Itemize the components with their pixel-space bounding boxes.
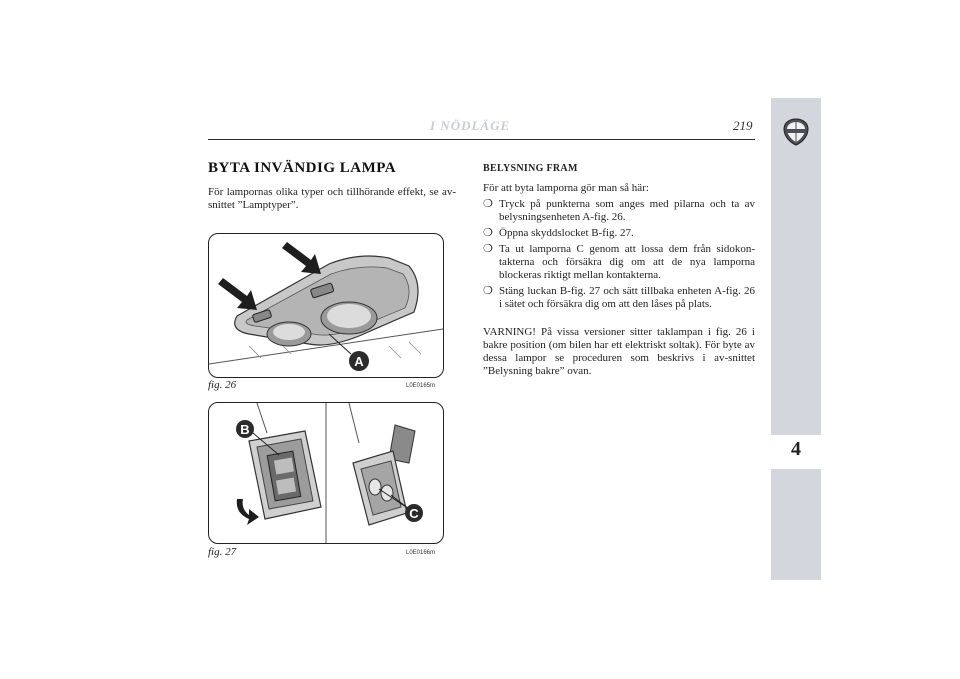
- fig27-code: L0E0166m: [406, 550, 436, 556]
- subheading: BELYSNING FRAM: [483, 163, 578, 174]
- list-item: ❍ Öppna skyddslocket B-fig. 27.: [483, 227, 634, 239]
- chapter-number: 4: [791, 438, 801, 460]
- figure-27: [208, 402, 444, 544]
- lamp-unit-illustration: [209, 403, 443, 543]
- fig27-caption: fig. 27: [208, 546, 237, 558]
- bullet-circle-icon: ❍: [483, 198, 493, 210]
- figure-26: [208, 233, 444, 378]
- callout-a: A: [354, 354, 364, 369]
- instruction-list: [483, 198, 755, 314]
- header-rule: [208, 139, 755, 140]
- chapter-sidebar: [771, 98, 821, 580]
- list-item: ❍ Ta ut lamporna C genom att lossa dem från sidokon-takterna och försäkra dig om att de nya lamporna blockeras riktigt mellan kontakterna.: [483, 243, 755, 281]
- instructions-intro: För att byta lamporna gör man så här:: [483, 182, 649, 194]
- open-arrow-icon: [237, 499, 259, 525]
- bullet-circle-icon: ❍: [483, 227, 493, 239]
- list-item: ❍ Tryck på punkterna som anges med pilarna och ta av belysningsenheten A-fig. 26.: [483, 198, 755, 223]
- warning-note: VARNING! På vissa versioner sitter taklampan i fig. 26 i bakre position (om bilen har ett elektriskt soltak). För byte av dessa lampor se proceduren som beskrivs i av-snittet ”Belysning bakre” ovan.: [483, 326, 755, 377]
- section-intro: För lampornas olika typer och tillhörande effekt, se av-snittet ”Lamptyper”.: [208, 186, 456, 211]
- callout-c: C: [409, 506, 419, 521]
- section-title: BYTA INVÄNDIG LAMPA: [208, 160, 397, 176]
- lancia-logo-icon: [782, 118, 810, 146]
- press-arrow-icon: [282, 242, 321, 274]
- bullet-circle-icon: ❍: [483, 285, 493, 297]
- page-number: 219: [733, 118, 753, 133]
- fig26-caption: fig. 26: [208, 379, 237, 391]
- chapter-title: I NÖDLÄGE: [430, 118, 511, 133]
- callout-b: B: [240, 422, 250, 437]
- fig26-code: L0E0165m: [406, 383, 436, 389]
- press-arrow-icon: [218, 278, 257, 310]
- list-item: ❍ Stäng luckan B-fig. 27 och sätt tillbaka enheten A-fig. 26 i sätet och försäkra dig om att den låses på plats.: [483, 285, 755, 310]
- ceiling-lamp-illustration: [209, 234, 443, 377]
- bullet-circle-icon: ❍: [483, 243, 493, 255]
